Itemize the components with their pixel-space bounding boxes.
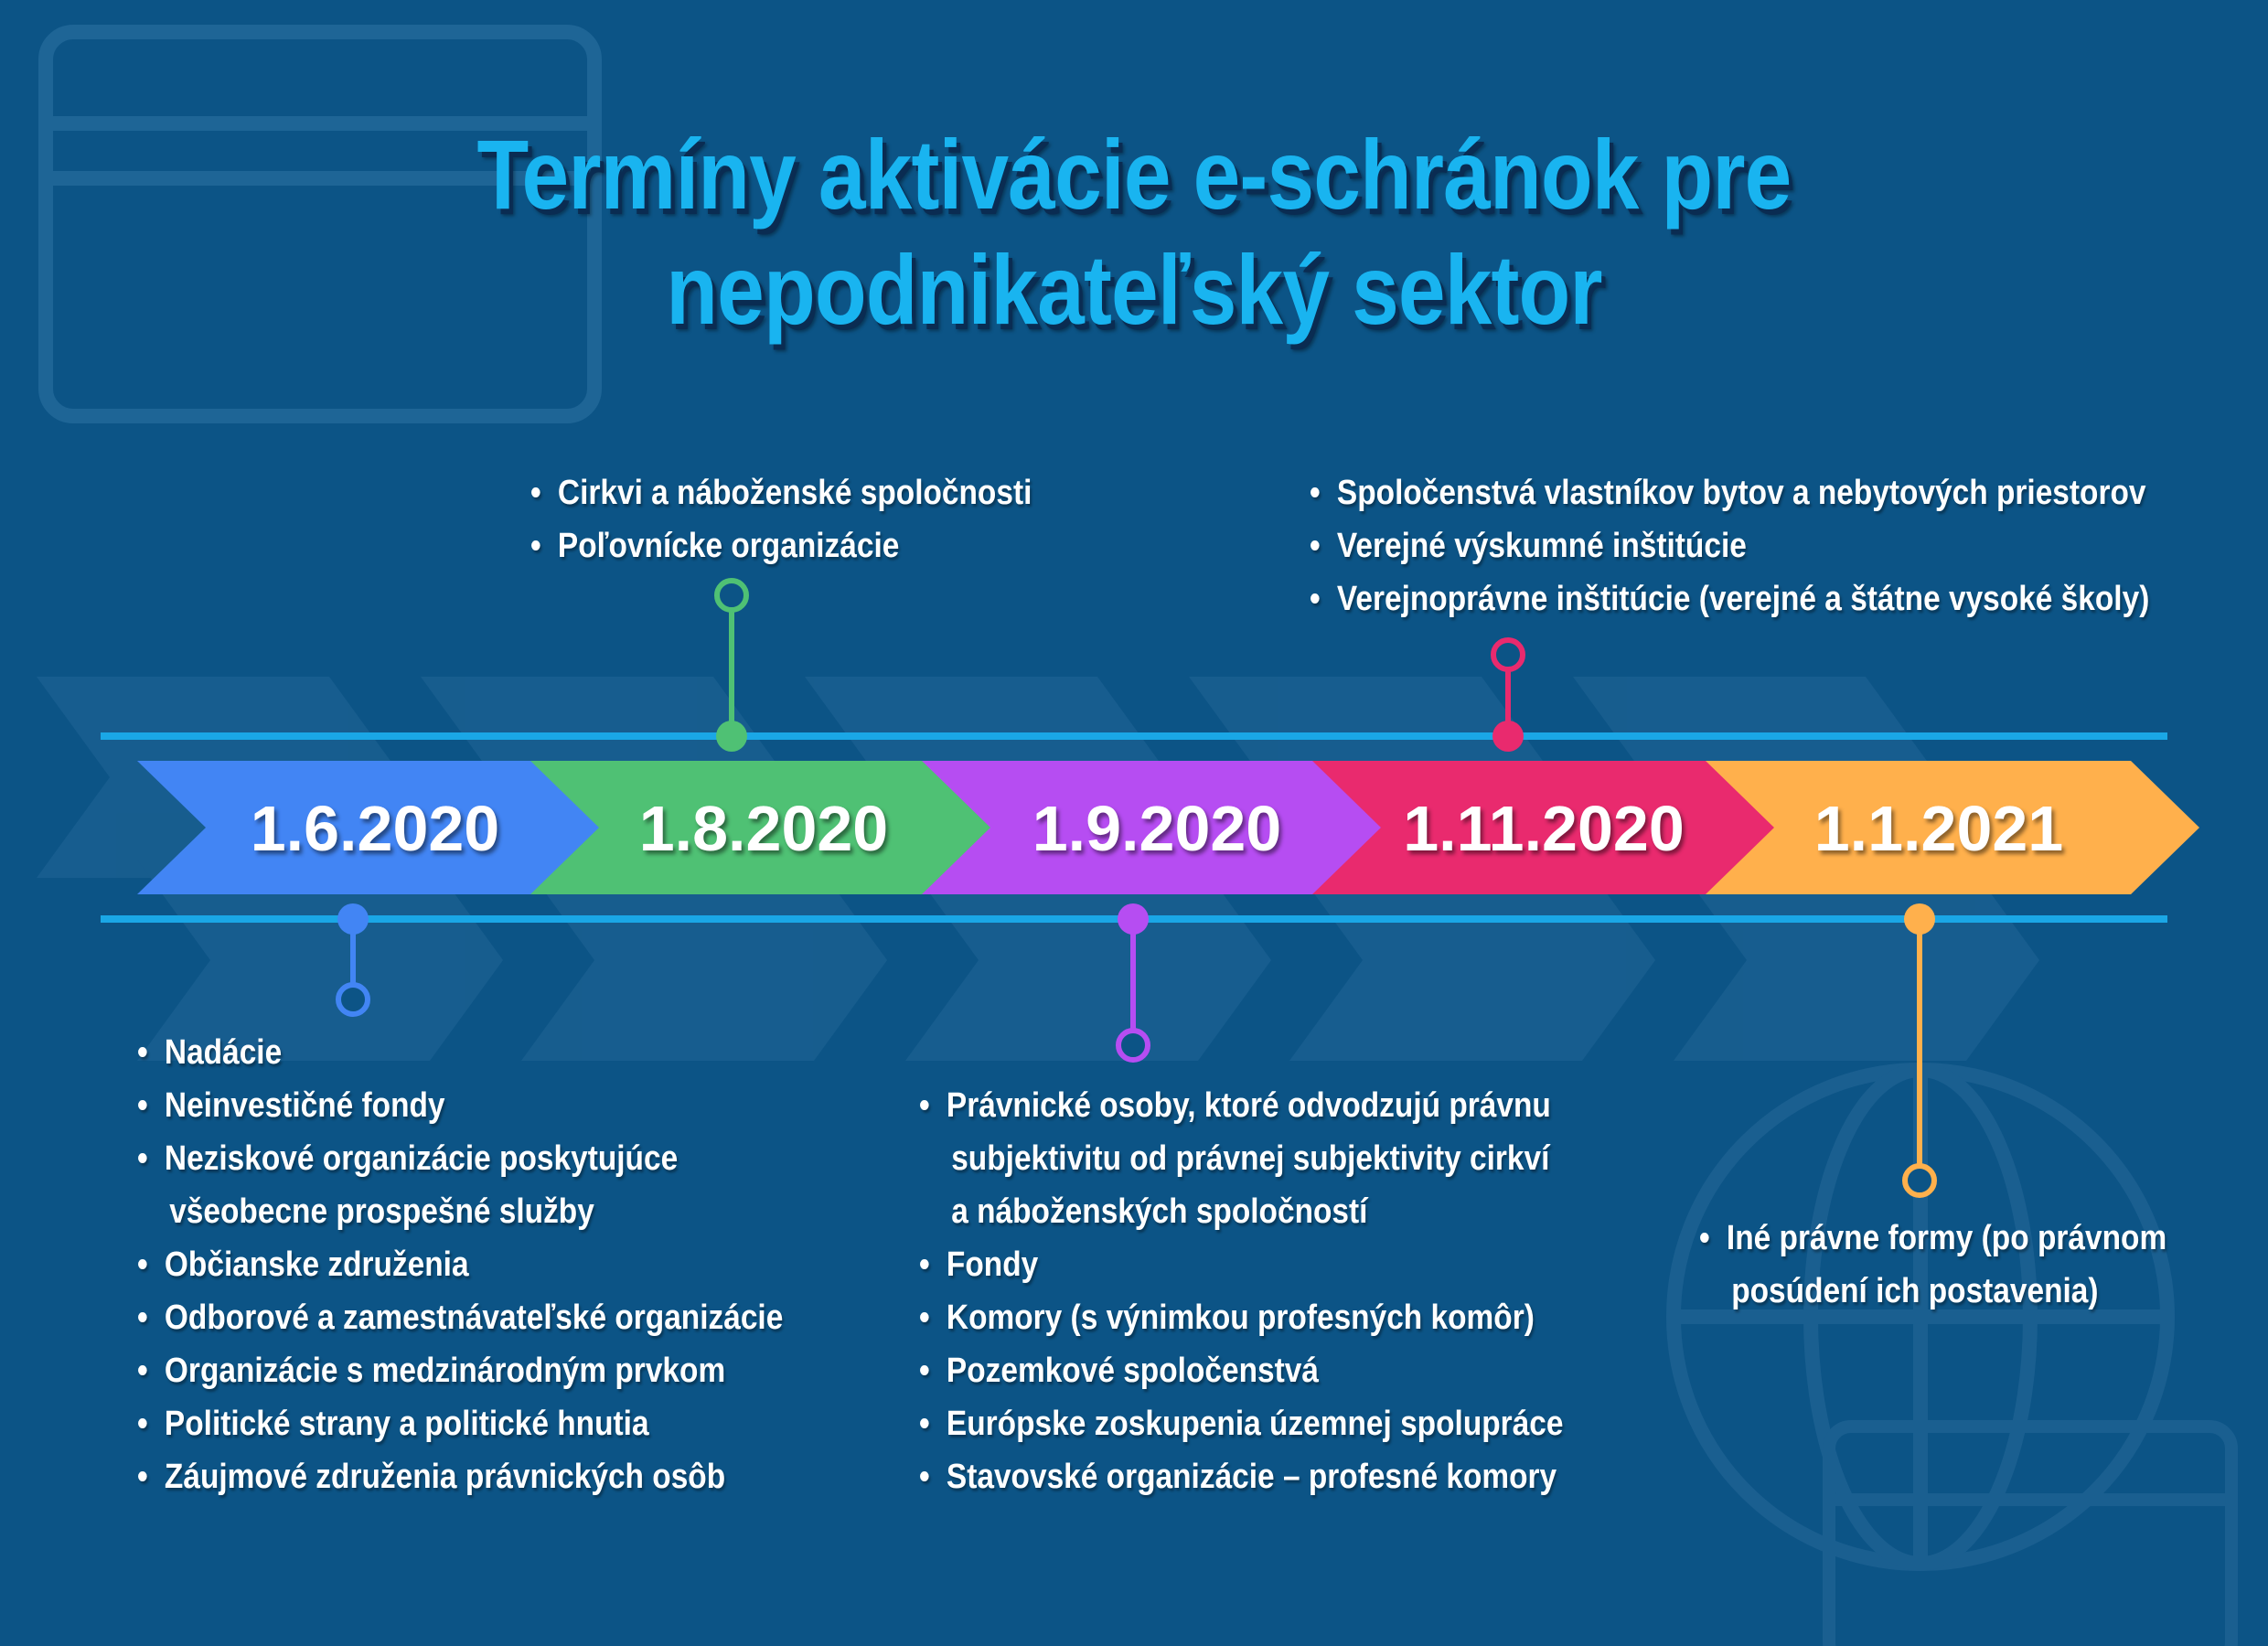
list-item: • Stavovské organizácie – profesné komory: [919, 1450, 1563, 1503]
list-item: • Spoločenstvá vlastníkov bytov a nebytových priestorov: [1310, 466, 2149, 519]
date-label-2: 1.8.2020: [638, 793, 889, 864]
list-item: • Organizácie s medzinárodným prvkom: [137, 1344, 783, 1397]
connector-ring-2: [717, 581, 746, 610]
connector-dot-3: [1118, 903, 1149, 935]
stage-3-list: [919, 1079, 1563, 1503]
list-item: • Cirkvi a náboženské spoločnosti: [530, 466, 1032, 519]
connector-ring-4: [1493, 640, 1523, 669]
list-item: • Fondy: [919, 1238, 1563, 1291]
stage-2-list: [530, 466, 1032, 572]
stage-1-list: [137, 1026, 783, 1503]
list-item: • Komory (s výnimkou profesných komôr): [919, 1291, 1563, 1344]
date-label-3: 1.9.2020: [1032, 793, 1282, 864]
connector-ring-5: [1905, 1166, 1934, 1195]
date-label-5: 1.1.2021: [1813, 793, 2064, 864]
list-item-continuation: všeobecne prospešné služby: [169, 1192, 594, 1231]
connector-ring-1: [338, 985, 368, 1014]
connector-dot-2: [716, 721, 747, 752]
date-label-1: 1.6.2020: [250, 793, 500, 864]
stage-4-list: [1310, 466, 2149, 625]
list-item: • Európske zoskupenia územnej spolupráce: [919, 1397, 1563, 1450]
list-item: • Pozemkové spoločenstvá: [919, 1344, 1563, 1397]
list-item: • Neinvestičné fondy: [137, 1079, 783, 1132]
list-item: • Iné právne formy (po právnom: [1699, 1212, 2166, 1265]
list-item: • Právnické osoby, ktoré odvodzujú právnu: [919, 1079, 1563, 1132]
list-item: • Poľovnícke organizácie: [530, 519, 1032, 572]
list-item: • Odborové a zamestnávateľské organizácie: [137, 1291, 783, 1344]
list-item: • Politické strany a politické hnutia: [137, 1397, 783, 1450]
list-item-continuation: posúdení ich postavenia): [1731, 1272, 2099, 1310]
connector-dot-4: [1492, 721, 1524, 752]
list-item: • Občianske združenia: [137, 1238, 783, 1291]
list-item: • Nadácie: [137, 1026, 783, 1079]
connector-dot-5: [1904, 903, 1935, 935]
stage-5-list: [1699, 1212, 2166, 1318]
list-item: • Verejnoprávne inštitúcie (verejné a štátne vysoké školy): [1310, 572, 2149, 625]
date-label-4: 1.11.2020: [1403, 793, 1685, 864]
list-item-continuation: a náboženských spoločností: [951, 1192, 1368, 1231]
title-line-2: nepodnikateľský sektor: [666, 234, 1602, 345]
connector-ring-3: [1118, 1031, 1148, 1060]
list-item-continuation: subjektivitu od právnej subjektivity cirkví: [951, 1139, 1550, 1178]
list-item: • Záujmové združenia právnických osôb: [137, 1450, 783, 1503]
title-line-1: Termíny aktivácie e-schránok pre: [476, 119, 1792, 230]
list-item: • Neziskové organizácie poskytujúce: [137, 1132, 783, 1185]
list-item: • Verejné výskumné inštitúcie: [1310, 519, 2149, 572]
connector-dot-1: [337, 903, 369, 935]
